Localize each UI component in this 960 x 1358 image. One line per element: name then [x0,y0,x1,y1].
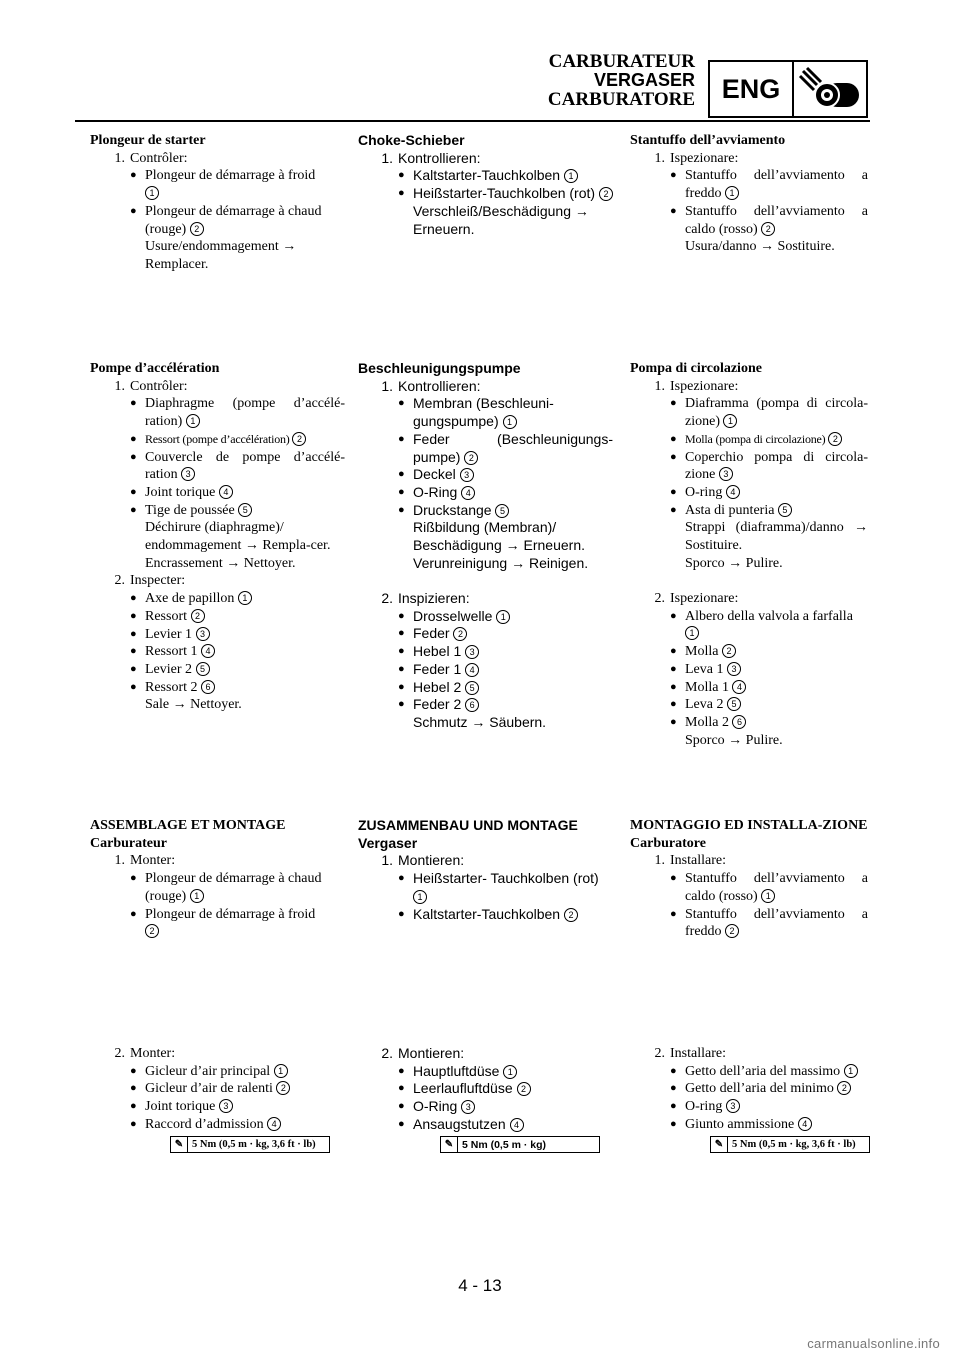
de-accel-pump: Beschleunigungspumpe 1. Kontrollieren: ● Membran (Beschleuni-gungspumpe) 1 ● Feder (Beschleunigungs-pumpe) 2 ● Deckel 3 ● O-Ring 4 ● Druckstange 5 Rißbildung (Membran)/ Beschädigung → Erneuern. Verunreinigung → Reinigen. [358,360,613,571]
list-item: ● Diaphragme (pompe d’accélé-ration) 1 [130,396,345,430]
list-item: ● Feder 1 4 [358,661,613,679]
list-item: ● Gicleur d’air principal 1 [90,1063,345,1081]
list-item: ● O-Ring 4 [358,484,613,502]
list-item: ● Plongeur de démarrage à chaud (rouge) 2 [130,203,322,237]
list-item: ● Ansaugstutzen 4 [358,1116,613,1134]
list-item: ● Kaltstarter-Tauchkolben 2 [358,906,613,924]
list-item: ● Couvercle de pompe d’accélé-ration 3 [130,449,345,483]
header-rule [75,120,870,122]
list-item: ● Stantuffo dell’avviamento a freddo 2 [670,906,868,940]
list-item: ● Molla 2 [630,643,868,661]
list-item: ● Plongeur de démarrage à chaud (rouge) 1 [130,871,322,904]
de-s2-title: Beschleunigungspumpe [358,360,521,376]
list-item: ● Drosselwelle 1 [358,608,613,626]
list-item: ● Feder 2 6 [358,696,613,714]
de-s1-title: Choke-Schieber [358,132,465,148]
list-item: ● O-Ring 3 [358,1098,613,1116]
fr-assembly: ASSEMBLAGE ET MONTAGE Carburateur 1. Monter: ● Plongeur de démarrage à chaud (rouge) 1 ● Plongeur de démarrage à froid 2 [90,817,345,941]
list-item: ● Diaframma (pompa di circola-zione) 1 [670,396,868,430]
eng-badge [708,60,868,118]
wrench-icon: ✎ [711,1137,728,1152]
list-item: ● Hauptluftdüse 1 [358,1063,613,1081]
list-item: ● Stantuffo dell’avviamento a caldo (rosso) 2 [670,203,868,237]
de-choke: Choke-Schieber 1. Kontrollieren: ● Kaltstarter-Tauchkolben 1 ● Heißstarter-Tauchkolben (rot) 2 Verschleiß/Beschädigung → Erneuern. [358,132,613,238]
header-fr: CARBURATEUR [548,51,695,72]
wrench-icon: ✎ [171,1137,188,1152]
it-s2-title: Pompa di circolazione [630,361,762,376]
torque-spec: ✎ 5 Nm (0,5 m · kg) [440,1136,600,1153]
list-item: ● Ressort 1 4 [90,643,345,661]
fr-s1-title: Plongeur de starter [90,133,206,148]
list-item: ● Getto dell’aria del minimo 2 [630,1080,868,1098]
list-item: ● Levier 2 5 [90,661,345,679]
result-text: Usure/endommagement → Remplacer. [145,239,297,272]
torque-spec: ✎ 5 Nm (0,5 m · kg, 3,6 ft · lb) [170,1136,330,1153]
list-item: ● Hebel 1 3 [358,643,613,661]
list-item: ● Plongeur de démarrage à froid 2 [130,906,316,937]
torque-spec: ✎ 5 Nm (0,5 m · kg, 3,6 ft · lb) [710,1136,870,1153]
watermark: carmanualsonline.info [807,1336,940,1351]
step: 1. Contrôler: [114,150,188,166]
list-item: ● Stantuffo dell’avviamento a caldo (rosso) 1 [670,871,868,904]
list-item: ● Stantuffo dell’avviamento a freddo 1 [670,168,868,202]
it-circ-pump: Pompa di circolazione 1. Ispezionare: ● Diaframma (pompa di circola-zione) 1 ● Molla (pompa di circolazione) 2 ● Coperchio pompa di circola-zione 3 ● O-ring 4 ● Asta di punteria 5 Strappi (diaframma)/danno → Sostituire. Sporco → Pulire. [630,361,868,571]
it-inspect: 2. Ispezionare: ● Albero della valvola a farfalla 1 ● Molla 2 ● Leva 1 3 ● Molla 1 4 ● Leva 2 5 ● Molla 2 6 Sporco → Pulire. [630,590,868,749]
list-item: ● Heißstarter-Tauchkolben (rot) 2 [358,185,613,203]
list-item: ● Kaltstarter-Tauchkolben 1 [358,167,613,185]
fr-starter-plunger [90,132,345,274]
list-item: ● Raccord d’admission 4 [90,1116,345,1134]
eng-label: ENG [710,62,794,116]
page-number: 4 - 13 [458,1276,502,1295]
fr-s3-title: ASSEMBLAGE ET MONTAGE [90,818,286,833]
list-item: ● Deckel 3 [358,466,613,484]
fr-s2-title: Pompe d’accélération [90,361,220,376]
list-item: ● Ressort 2 [90,608,345,626]
list-item: ● Joint torique 3 [90,1098,345,1116]
it-s3-title: MONTAGGIO ED INSTALLA-ZIONE [630,818,868,833]
list-item: ● Leerlaufluftdüse 2 [358,1080,613,1098]
de-assembly-step2: 2. Montieren: ● Hauptluftdüse 1 ● Leerlaufluftdüse 2 ● O-Ring 3 ● Ansaugstutzen 4 [358,1045,613,1134]
list-item: ● Membran (Beschleuni-gungspumpe) 1 [398,395,554,430]
list-item: ● Feder 2 [358,625,613,643]
list-item: ● O-ring 4 [630,484,868,502]
list-item: ● Axe de papillon 1 [90,590,345,608]
list-item: ● Druckstange 5 [358,502,613,520]
de-inspect: 2. Inspizieren: ● Drosselwelle 1 ● Feder 2 ● Hebel 1 3 ● Feder 1 4 ● Hebel 2 5 ● Feder 2 6 Schmutz → Säubern. [358,590,613,732]
it-starter-plunger: Stantuffo dell’avviamento 1. Ispezionare: ● Stantuffo dell’avviamento a freddo 1 ● Stantuffo dell’avviamento a caldo (rosso) 2 Usura/danno → Sostituire. [630,133,868,255]
list-item: ● Leva 2 5 [630,696,868,714]
list-item: ● O-ring 3 [630,1098,868,1116]
list-item: ● Getto dell’aria del massimo 1 [630,1063,868,1081]
list-item: ● Gicleur d’air de ralenti 2 [90,1080,345,1098]
list-item: ● Asta di punteria 5 [630,502,868,520]
list-item: ● Heißstarter- Tauchkolben (rot) 1 [398,870,599,902]
list-item: ● Tige de poussée 5 [90,502,345,520]
de-assembly: ZUSAMMENBAU UND MONTAGE Vergaser 1. Montieren: ● Heißstarter- Tauchkolben (rot) 1 ● Kaltstarter-Tauchkolben 2 [358,817,613,923]
header-de: VERGASER [593,70,695,90]
list-item: ● Giunto ammissione 4 [630,1116,868,1134]
list-item: ● Ressort (pompe d’accélération) 2 [90,431,345,449]
header-it: CARBURATORE [547,89,695,110]
fr-accel-pump: Pompe d’accélération 1. Contrôler: ● Diaphragme (pompe d’accélé-ration) 1 ● Ressort (pompe d’accélération) 2 ● Couvercle de pompe d’accélé-ration 3 ● Joint torique 4 ● Tige de poussée 5 Déchirure (diaphragme)/ endommagement → Rempla-cer. Encrassement → Nettoyer. 2. Inspecter: ● Axe de papillon 1 ● Ressort 2 ● Levier 1 3 ● Ressort 1 4 ● Levier 2 5 ● Ressort 2 6 Sale → Nettoyer. [90,361,345,713]
list-item: ● Ressort 2 6 [90,679,345,697]
fr-assembly-step2: 2. Monter: ● Gicleur d’air principal 1 ● Gicleur d’air de ralenti 2 ● Joint torique 3 ● Raccord d’admission 4 [90,1045,345,1134]
list-item: ● Hebel 2 5 [358,679,613,697]
list-item: ● Plongeur de démarrage à froid 1 [130,168,316,199]
list-item: ● Levier 1 3 [90,626,345,644]
list-item: ● Feder (Beschleunigungs-pumpe) 2 [398,430,613,465]
de-s3-title: ZUSAMMENBAU UND MONTAGE [358,817,578,833]
list-item: ● Leva 1 3 [630,661,868,679]
list-item: ● Albero della valvola a farfalla 1 [670,608,853,639]
list-item: ● Coperchio pompa di circola-zione 3 [670,449,868,483]
it-assembly-step2: 2. Installare: ● Getto dell’aria del massimo 1 ● Getto dell’aria del minimo 2 ● O-ring 3 ● Giunto ammissione 4 [630,1045,868,1134]
list-item: ● Molla 1 4 [630,679,868,697]
list-item: ● Molla (pompa di circolazione) 2 [630,431,868,449]
it-s1-title: Stantuffo dell’avviamento [630,133,786,148]
list-item: ● Molla 2 6 [630,714,868,732]
carburetor-tool-icon [794,62,866,116]
wrench-icon: ✎ [441,1137,458,1152]
section-header [520,52,695,109]
list-item: ● Joint torique 4 [90,484,345,502]
it-assembly: MONTAGGIO ED INSTALLA-ZIONE Carburatore 1. Installare: ● Stantuffo dell’avviamento a caldo (rosso) 1 ● Stantuffo dell’avviamento a freddo 2 [630,818,868,940]
